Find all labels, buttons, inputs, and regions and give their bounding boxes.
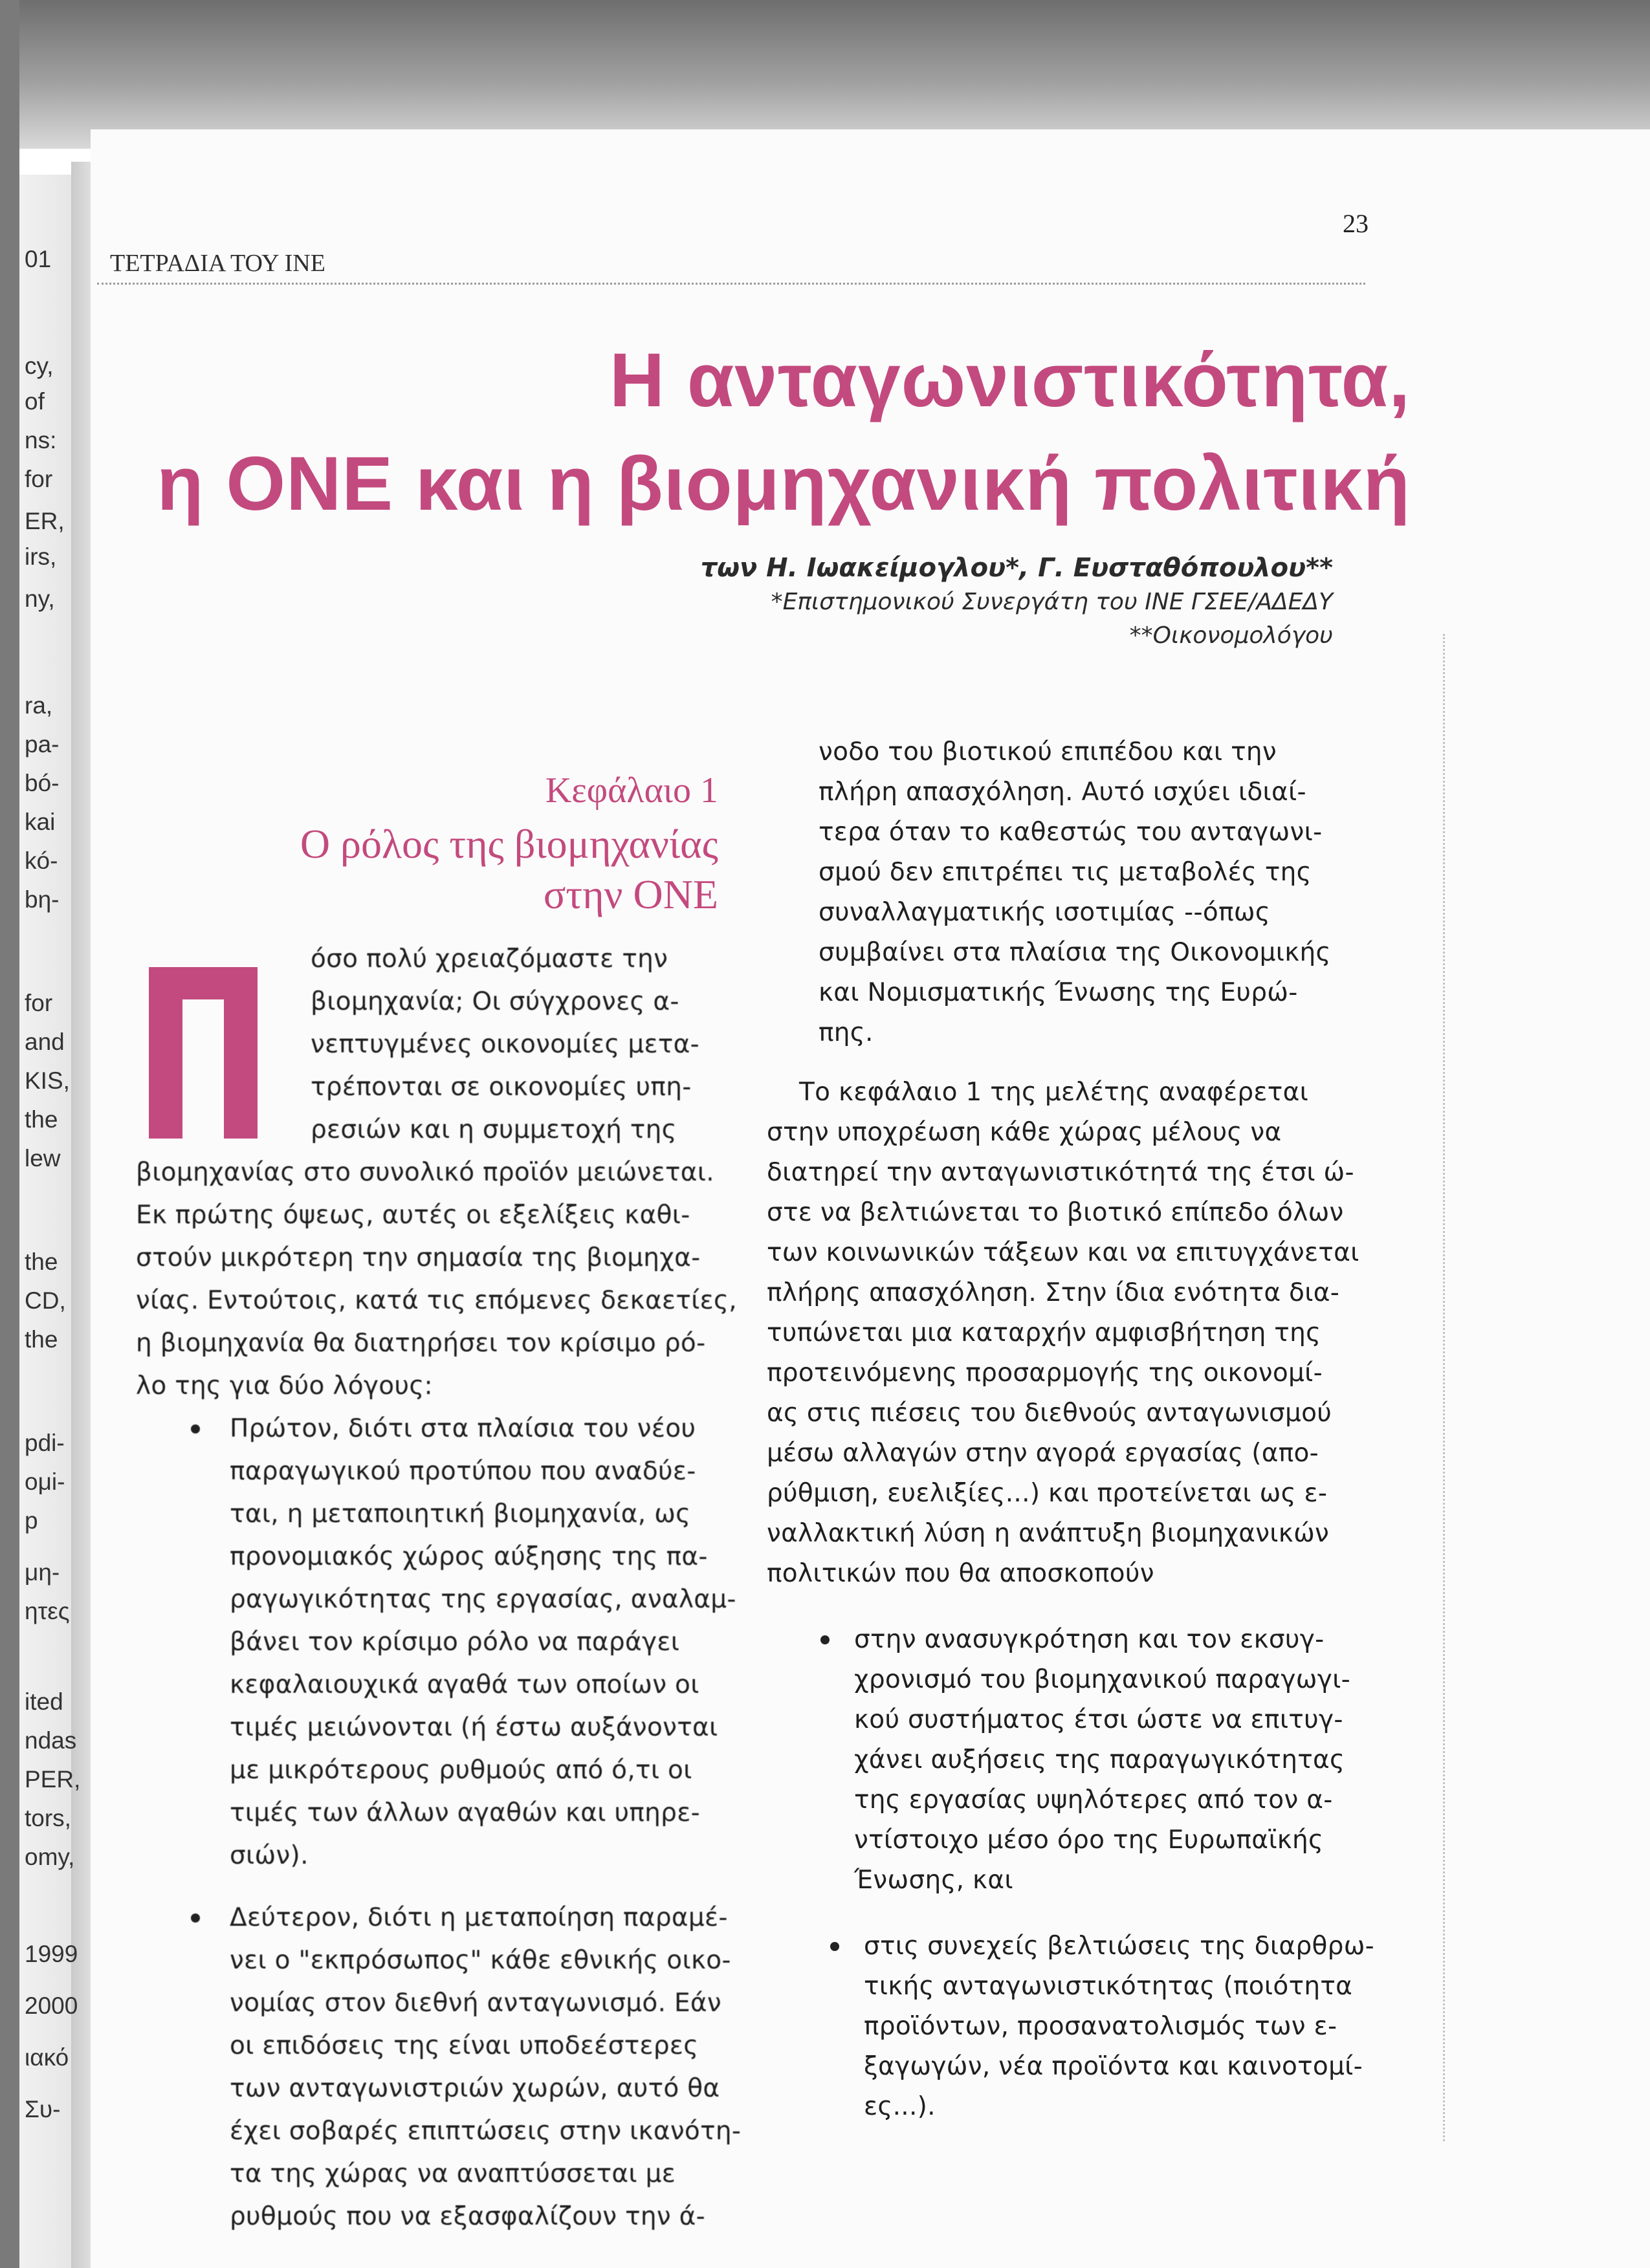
facing-page-fragment: KIS,: [25, 1067, 70, 1094]
left-column-line: η βιομηχανία θα διατηρήσει τον κρίσιμο ρό-: [136, 1329, 706, 1358]
left-column-line: στούν μικρότερη την σημασία της βιομηχα-: [136, 1243, 701, 1272]
left-column-line: παραγωγικού προτύπου που αναδύε-: [230, 1457, 696, 1486]
article-title-line-2: η ΟΝΕ και η βιομηχανική πολιτική: [157, 441, 1411, 527]
author-affiliation-1: *Επιστημονικού Συνεργάτη του ΙΝΕ ΓΣΕΕ/ΑΔΕΔΥ: [771, 589, 1333, 615]
right-column-line: της εργασίας υψηλότερες από τον α-: [854, 1785, 1333, 1815]
bullet-marker: [820, 1635, 830, 1644]
facing-page-fragment: 1999: [25, 1941, 78, 1967]
right-column-line: σμού δεν επιτρέπει τις μεταβολές της: [819, 858, 1312, 887]
facing-page-fragment: bη-: [25, 886, 60, 913]
left-column-line: οι επιδόσεις της είναι υποδεέστερες: [230, 2031, 699, 2060]
left-column-line: έχει σοβαρές επιπτώσεις στην ικανότη-: [230, 2117, 742, 2146]
facing-page-fragment: 2000: [25, 1992, 78, 2019]
chapter-title-line-2: στην ΟΝΕ: [543, 871, 718, 917]
header-rule: [97, 283, 1365, 285]
right-column-line: Ένωσης, και: [854, 1866, 1013, 1895]
right-column-line: ναλλακτική λύση η ανάπτυξη βιομηχανικών: [767, 1519, 1330, 1548]
facing-page-fragment: pdi-: [25, 1430, 65, 1456]
left-column-line: νει ο "εκπρόσωπος" κάθε εθνικής οικο-: [230, 1946, 731, 1975]
left-column-line: Εκ πρώτης όψεως, αυτές οι εξελίξεις καθι-: [136, 1201, 690, 1230]
page-number: 23: [1343, 209, 1369, 238]
right-column-line: και Νομισματικής Ένωσης της Ευρώ-: [819, 978, 1298, 1007]
facing-page-fragment: tors,: [25, 1805, 71, 1831]
left-column-line: τα της χώρας να αναπτύσσεται με: [230, 2159, 676, 2188]
facing-page-fragment: p: [25, 1507, 38, 1534]
right-column-line: ντίστοιχο μέσο όρο της Ευρωπαϊκής: [854, 1826, 1324, 1855]
right-column-line: Το κεφάλαιο 1 της μελέτης αναφέρεται: [799, 1078, 1309, 1107]
left-column-line: Πρώτον, διότι στα πλαίσια του νέου: [230, 1414, 696, 1443]
left-column-line: λο της για δύο λόγους:: [136, 1371, 433, 1401]
right-column-line: προτεινόμενης προσαρμογής της οικονομί-: [767, 1358, 1323, 1388]
facing-page-fragment: kai: [25, 809, 56, 835]
facing-page-fragment: the: [25, 1326, 58, 1353]
facing-page-fragment: pa-: [25, 731, 60, 758]
left-column-line: ρεσιών και η συμμετοχή της: [311, 1115, 677, 1144]
left-column-line: νεπτυγμένες οικονομίες μετα-: [311, 1030, 699, 1059]
facing-page-fragment: 01: [25, 246, 52, 272]
chapter-label: Κεφάλαιο 1: [545, 770, 718, 811]
left-column-line: Δεύτερον, διότι η μεταποίηση παραμέ-: [230, 1903, 728, 1932]
facing-page-fragment: lew: [25, 1145, 61, 1172]
facing-page-fragment: bó-: [25, 770, 60, 796]
facing-page-fragment: ra,: [25, 692, 53, 719]
article-title-line-1: Η ανταγωνιστικότητα,: [609, 338, 1411, 423]
facing-page-fragment: for: [25, 990, 53, 1016]
right-column-line: των κοινωνικών τάξεων και να επιτυγχάνεται: [767, 1238, 1359, 1267]
right-column-line: συναλλαγματικής ισοτιμίας --όπως: [819, 898, 1271, 927]
left-column-line: κεφαλαιουχικά αγαθά των οποίων οι: [230, 1670, 699, 1699]
right-column-line: ες...).: [864, 2092, 936, 2121]
right-column-line: στε να βελτιώνεται το βιοτικό επίπεδο όλων: [767, 1198, 1344, 1227]
bullet-marker: [191, 1424, 200, 1434]
left-column-line: προνομιακός χώρος αύξησης της πα-: [230, 1542, 708, 1571]
facing-page-fragment: Συ-: [25, 2096, 61, 2122]
scan-top-shadow: [0, 0, 1650, 149]
right-column-line: τερα όταν το καθεστώς του ανταγωνι-: [819, 818, 1323, 847]
facing-page-fragment: the: [25, 1248, 58, 1275]
left-column-line: όσο πολύ χρειαζόμαστε την: [311, 944, 668, 974]
facing-page-fragment: omy,: [25, 1844, 75, 1870]
facing-page-fragment: PER,: [25, 1766, 81, 1793]
right-column-line: πλήρη απασχόληση. Αυτό ισχύει ιδιαί-: [819, 778, 1306, 807]
author-affiliation-2: **Οικονομολόγου: [1129, 622, 1333, 649]
right-column-line: μέσω αλλαγών στην αγορά εργασίας (απο-: [767, 1439, 1319, 1468]
article-authors: των Η. Ιωακείμογλου*, Γ. Ευσταθόπουλου**: [700, 553, 1333, 583]
left-column-line: τρέπονται σε οικονομίες υπη-: [311, 1073, 692, 1102]
right-column-line: ξαγωγών, νέα προϊόντα και καινοτομί-: [864, 2052, 1363, 2081]
right-column-line: στις συνεχείς βελτιώσεις της διαρθρω-: [864, 1932, 1375, 1961]
left-column-line: με μικρότερους ρυθμούς από ό,τι οι: [230, 1756, 692, 1785]
facing-page-fragment: ndas: [25, 1727, 77, 1754]
right-column-line: τυπώνεται μια καταρχήν αμφισβήτηση της: [767, 1318, 1321, 1347]
left-column-line: ρυθμούς που να εξασφαλίζουν την ά-: [230, 2202, 706, 2231]
facing-page-fragment: for: [25, 466, 53, 492]
facing-page-fragment: the: [25, 1106, 58, 1133]
column-side-rule: [1443, 634, 1445, 2141]
left-column-line: νίας. Εντούτοις, κατά τις επόμενες δεκαετίες,: [136, 1286, 737, 1315]
left-column-line: βιομηχανίας στο συνολικό προϊόν μειώνεται.: [136, 1158, 714, 1187]
right-column-line: διατηρεί την ανταγωνιστικότητά της έτσι ώ-: [767, 1158, 1354, 1187]
facing-page-fragment: ητες: [25, 1598, 70, 1624]
right-column-line: πης.: [819, 1018, 874, 1047]
facing-page-fragment: and: [25, 1029, 65, 1055]
scan-left-shadow: [0, 0, 19, 2268]
right-column-line: στην ανασυγκρότηση και τον εκσυγ-: [854, 1625, 1325, 1654]
facing-page-fragment: ER,: [25, 508, 65, 534]
left-column-line: βάνει τον κρίσιμο ρόλο να παράγει: [230, 1628, 680, 1657]
facing-page-fragment: ny,: [25, 585, 55, 612]
left-column-line: τιμές των άλλων αγαθών και υπηρε-: [230, 1798, 700, 1827]
facing-page-fragment: oμi-: [25, 1468, 65, 1495]
facing-page-fragment: μη-: [25, 1559, 60, 1586]
right-column-line: χάνει αυξήσεις της παραγωγικότητας: [854, 1745, 1345, 1774]
running-head: ΤΕΤΡΑΔΙΑ ΤΟΥ ΙΝΕ: [110, 250, 325, 277]
facing-page-fragment: ιακό: [25, 2044, 69, 2071]
left-column-line: ραγωγικότητας της εργασίας, αναλαμ-: [230, 1585, 736, 1614]
right-column-line: χρονισμό του βιομηχανικού παραγωγι-: [854, 1665, 1350, 1694]
right-column-line: στην υποχρέωση κάθε χώρας μέλους να: [767, 1118, 1282, 1147]
left-column-line: τιμές μειώνονται (ή έστω αυξάνονται: [230, 1713, 718, 1742]
left-column-line: ται, η μεταποιητική βιομηχανία, ως: [230, 1499, 691, 1529]
right-column-line: πολιτικών που θα αποσκοπούν: [767, 1559, 1154, 1588]
right-column-line: ας στις πιέσεις του διεθνούς ανταγωνισμού: [767, 1399, 1332, 1428]
drop-cap-counter: [182, 999, 224, 1139]
bullet-marker: [191, 1914, 200, 1923]
left-column-line: νομίας στον διεθνή ανταγωνισμό. Εάν: [230, 1989, 722, 2018]
facing-page-fragment: kó-: [25, 847, 58, 874]
facing-page-fragment: of: [25, 388, 45, 415]
left-column-line: των ανταγωνιστριών χωρών, αυτό θα: [230, 2074, 720, 2103]
facing-page-fragment: CD,: [25, 1287, 66, 1314]
facing-page-fragment: irs,: [25, 543, 57, 570]
right-column-line: συμβαίνει στα πλαίσια της Οικονομικής: [819, 938, 1331, 967]
chapter-title-line-1: Ο ρόλος της βιομηχανίας: [300, 821, 718, 867]
right-column-line: κού συστήματος έτσι ώστε να επιτυγ-: [854, 1705, 1343, 1734]
right-column-line: νοδο του βιοτικού επιπέδου και την: [819, 737, 1277, 767]
facing-page-fragment: ited: [25, 1688, 63, 1715]
left-column-line: σιών).: [230, 1841, 309, 1870]
right-column-line: τικής ανταγωνιστικότητας (ποιότητα: [864, 1972, 1353, 2001]
right-column-line: ρύθμιση, ευελιξίες...) και προτείνεται ως ε-: [767, 1479, 1328, 1508]
right-column-line: πλήρης απασχόληση. Στην ίδια ενότητα δια-: [767, 1278, 1340, 1307]
left-column-line: βιομηχανία; Οι σύγχρονες α-: [311, 987, 679, 1016]
right-column-line: προϊόντων, προσανατολισμός των ε-: [864, 2012, 1337, 2041]
facing-page-fragment: ns:: [25, 427, 57, 453]
bullet-marker: [830, 1942, 839, 1951]
facing-page-fragment: cy,: [25, 353, 54, 379]
